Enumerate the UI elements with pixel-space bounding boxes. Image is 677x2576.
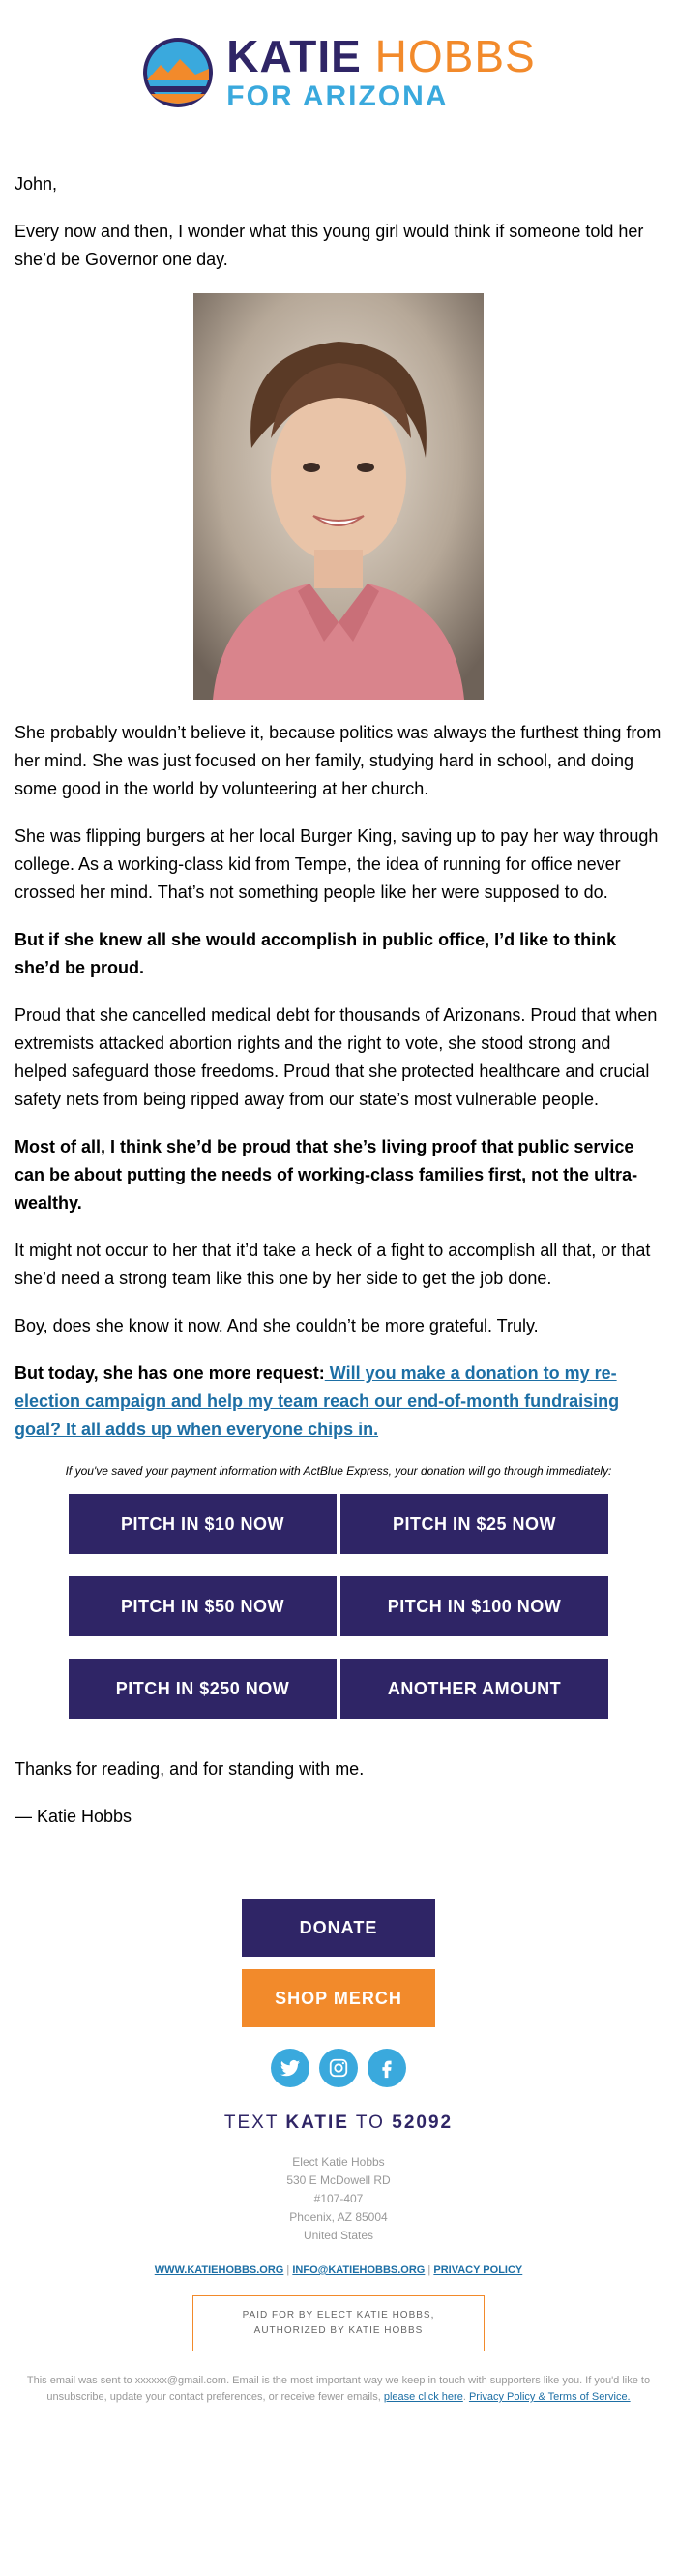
donate-100-button[interactable]: PITCH IN $100 NOW [340, 1576, 608, 1636]
social-links [0, 2049, 677, 2087]
campaign-logo[interactable] [141, 31, 536, 112]
text-number: 52092 [392, 2112, 454, 2133]
closing-line: Thanks for reading, and for standing with me. [15, 1759, 365, 1779]
paragraph-5: Proud that she cancelled medical debt for thousands of Arizonans. Proud that when extremists attacked abortion rights and the right to vote, she stood strong and helped safeguard those freedoms. Proud that she protected healthcare and crucial safety nets from being ripped away from our state’s most vulnerable people. [15, 1005, 658, 1109]
unsubscribe-link[interactable]: please click here [383, 2391, 463, 2403]
paragraph-8: Boy, does she know it now. And she couldn’t be more grateful. Truly. [15, 1316, 539, 1335]
logo-hobbs: HOBBS [374, 31, 536, 81]
donate-other-amount-button[interactable]: ANOTHER AMOUNT [340, 1659, 608, 1719]
email-footer [0, 1899, 677, 2406]
paragraph-2: She probably wouldn’t believe it, because politics was always the furthest thing from her mind. She was just focused on her family, studying hard in school, and doing some good in the world by volunteering at her church. [15, 723, 662, 798]
text-keyword: KATIE [285, 2112, 349, 2133]
logo-katie: KATIE [226, 31, 362, 81]
logo-tagline: FOR ARIZONA [226, 80, 449, 112]
email-body [0, 170, 677, 1831]
donation-button-grid [69, 1494, 608, 1719]
mailing-address: Elect Katie Hobbs 530 E McDowell RD #107-407 Phoenix, AZ 85004 United States [286, 2155, 391, 2242]
instagram-link[interactable] [319, 2049, 358, 2087]
email-header [0, 0, 677, 145]
twitter-icon [280, 2057, 301, 2079]
text-to-join: TEXT KATIE TO 52092 [223, 2112, 454, 2133]
paragraph-4: But if she knew all she would accomplish in public office, I’d like to think she’d be proud. [15, 930, 617, 977]
donate-10-button[interactable]: PITCH IN $10 NOW [69, 1494, 337, 1554]
signature: — Katie Hobbs [15, 1807, 132, 1826]
actblue-express-note: If you've saved your payment information with ActBlue Express, your donation will go through immediately: [65, 1464, 612, 1478]
paragraph-7: It might not occur to her that it’d take a heck of a fight to accomplish all that, or that she’d need a strong team like this one by her side to get the job done. [15, 1241, 651, 1288]
legal-footer: This email was sent to xxxxxx@gmail.com. Email is the most important way we keep in touch with supporters like you. If you'd like to unsubscribe, update your contact preferences, or receive fewer emails, please click here. Privacy Policy & Terms of Service. [26, 2375, 651, 2403]
terms-link[interactable]: Privacy Policy & Terms of Service. [468, 2391, 631, 2403]
privacy-policy-link[interactable]: PRIVACY POLICY [433, 2264, 523, 2276]
donate-50-button[interactable]: PITCH IN $50 NOW [69, 1576, 337, 1636]
ask-lead: But today, she has one more request: [15, 1363, 325, 1383]
shop-merch-button[interactable]: SHOP MERCH [242, 1969, 435, 2027]
donate-25-button[interactable]: PITCH IN $25 NOW [340, 1494, 608, 1554]
donation-ask [15, 1360, 662, 1444]
email-contact-link[interactable]: INFO@KATIEHOBBS.ORG [292, 2264, 426, 2276]
footer-donate-button[interactable]: DONATE [242, 1899, 435, 1957]
young-katie-photo [193, 293, 484, 700]
facebook-link[interactable] [368, 2049, 406, 2087]
donate-250-button[interactable]: PITCH IN $250 NOW [69, 1659, 337, 1719]
website-link[interactable]: WWW.KATIEHOBBS.ORG [154, 2264, 284, 2276]
paragraph-3: She was flipping burgers at her local Burger King, saving up to pay her way through college. As a working-class kid from Tempe, the idea of running for office never crossed her mind. That’s not something people like her were supposed to do. [15, 826, 659, 902]
salutation: John, [15, 174, 58, 194]
arizona-landscape-logo-icon [141, 36, 215, 109]
paragraph-6: Most of all, I think she’d be proud that she’s living proof that public service can be about putting the needs of working-class families first, not the ultra-wealthy. [15, 1137, 638, 1213]
donation-ask-link[interactable]: Will you make a donation to my re-election campaign and help my team reach our end-of-month fundraising goal? It all adds up when everyone chips in. [15, 1363, 620, 1439]
instagram-icon [328, 2057, 349, 2079]
paragraph-1: Every now and then, I wonder what this young girl would think if someone told her she’d be Governor one day. [15, 222, 644, 269]
paid-for-disclaimer: PAID FOR BY ELECT KATIE HOBBS, AUTHORIZED BY KATIE HOBBS [192, 2295, 485, 2351]
twitter-link[interactable] [271, 2049, 309, 2087]
facebook-icon [376, 2057, 397, 2079]
footer-links: WWW.KATIEHOBBS.ORG | INFO@KATIEHOBBS.ORG | PRIVACY POLICY [154, 2264, 523, 2276]
